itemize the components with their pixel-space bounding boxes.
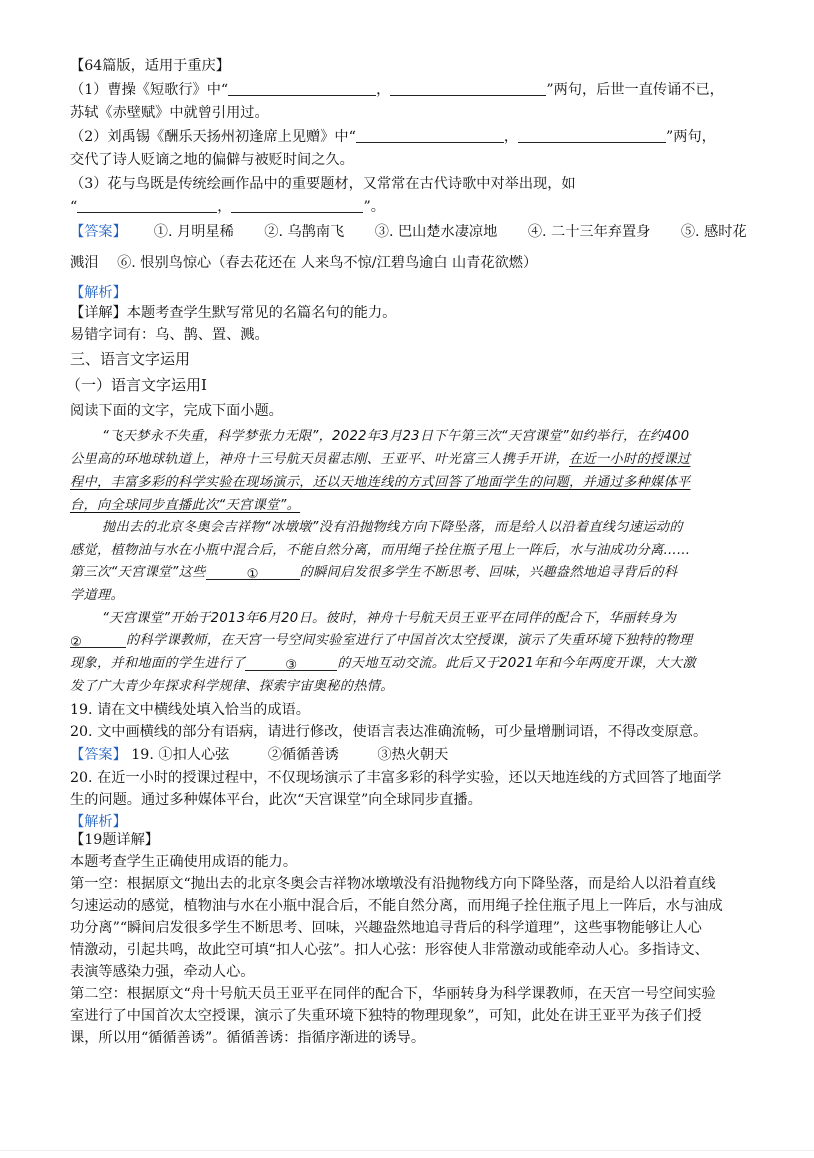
answer-line-2: 溅泪 ⑥. 恨别鸟惊心（春去花还在 人来鸟不惊/江碧鸟逾白 山青花欲燃） [70, 255, 538, 271]
passage-p2-line-4: 学道理。 [70, 588, 124, 603]
answer-blank[interactable] [228, 81, 376, 96]
answer-item: ⑤. 感时花 [680, 224, 747, 240]
question-3-line-2: “ ， ”。 [70, 199, 385, 215]
reading-instruction: 阅读下面的文字，完成下面小题。 [70, 403, 283, 419]
passage-p3-line-1: “天宫课堂”开始于2013年6月20日。彼时，神舟十号航天员王亚平在同伴的配合下，华丽转身为 [102, 611, 677, 626]
detail-line: 情激动，引起共鸣，故此空可填“扣人心弦”。扣人心弦：形容使人非常激动或能牵动人心。多指诗文、 [70, 942, 709, 958]
detail-line: 匀速运动的感觉，植物油与水在小瓶中混合后，不能自然分离，而用绳子拴住瓶子甩上一阵后，水与油成 [70, 898, 723, 914]
question-2-line-1: （2）刘禹锡《酬乐天扬州初逢席上见赠》中“ ， ”两句， [70, 129, 716, 145]
answer-item: ②循循善诱 [267, 747, 339, 763]
question-1-line-1: （1）曹操《短歌行》中“ ， ”两句，后世一直传诵不已， [70, 82, 724, 98]
subsection-title: （一）语言文字运用Ⅰ [66, 376, 207, 394]
answer-item: ①. 月明星稀 [153, 224, 234, 240]
passage-p1-line-2: 公里高的环地球轨道上，神舟十三号航天员翟志刚、王亚平、叶光富三人携手开讲，在近一小时的授课过 [70, 452, 691, 467]
detail-line: 课，所以用“循循善诱”。循循善诱：指循序渐进的诱导。 [70, 1030, 426, 1046]
passage-p1-line-4: 台，向全球同步直播此次“天宫课堂”。 [70, 498, 301, 513]
detail-line: 功分离”“瞬间启发很多学生不断思考、回味，兴趣盎然地追寻背后的科学道理”，这些事物能够让人心 [70, 920, 702, 936]
detail-text: 【详解】本题考查学生默写常见的名篇名句的能力。 [70, 305, 397, 321]
passage-p1-line-3: 程中，丰富多彩的科学实验在现场演示，还以天地连线的方式回答了地面学生的问题，并通过多种媒体平 [70, 475, 691, 490]
fill-blank-1[interactable]: ① [206, 565, 300, 580]
answer-item: ②. 乌鹊南飞 [264, 224, 345, 240]
passage-p2-line-2: 感觉，植物油与水在小瓶中混合后，不能自然分离，而用绳子拴住瓶子甩上一阵后，水与油成功分离…… [70, 543, 691, 558]
detail-line: 本题考查学生正确使用成语的能力。 [70, 854, 298, 870]
answer-line-1 [70, 222, 747, 242]
detail-line: 室进行了中国首次太空授课，演示了失重环境下独特的物理现象”，可知，此处在讲王亚平为孩子们授 [70, 1008, 702, 1024]
passage-p3-line-4: 发了广大青少年探求科学规律、探索宇宙奥秘的热情。 [70, 679, 394, 694]
answer-blank[interactable] [231, 198, 363, 213]
passage-p3-line-2: ② 的科学课教师，在天宫一号空间实验室进行了中国首次太空授课，演示了失重环境下独特的物理 [70, 633, 693, 650]
question-20: 20. 文中画横线的部分有语病，请进行修改，使语言表达准确流畅，可少量增删词语，不得改变原意。 [70, 724, 708, 740]
section-title: 三、语言文字运用 [70, 350, 191, 368]
passage-p2-line-3: 第三次“天宫课堂”这些 ① 的瞬间启发很多学生不断思考、回味，兴趣盎然地追寻背后的科 [70, 565, 678, 582]
typo-note: 易错字词有：乌、鹊、置、溅。 [70, 327, 269, 343]
answer-label: 【答案】 [70, 224, 127, 240]
answer-20-line-2: 生的问题。通过多种媒体平台，此次“天宫课堂”向全球同步直播。 [70, 792, 482, 808]
passage-p3-line-3: 现象，并和地面的学生进行了 ③ 的天地互动交流。此后又于2021年和今年两度开课，大大激 [70, 656, 696, 673]
detail-line: 第一空：根据原文“抛出去的北京冬奥会吉祥物冰墩墩没有沿抛物线方向下降坠落，而是给人以沿着直线 [70, 876, 716, 892]
fill-blank-3[interactable]: ③ [245, 656, 337, 671]
question-19: 19. 请在文中横线处填入恰当的成语。 [70, 702, 310, 718]
answer-blank[interactable] [356, 128, 504, 143]
passage-p1-line-1: “飞天梦永不失重，科学梦张力无限”，2022年3月23日下午第三次“天宫课堂”如约举行，在约400 [102, 429, 690, 444]
analysis-label: 【解析】 [70, 285, 127, 301]
fill-blank-2[interactable]: ② [70, 633, 126, 648]
underlined-sentence: 在近一小时的授课过 [569, 452, 691, 467]
page-bottom-divider [0, 1150, 814, 1151]
detail-19-title: 【19题详解】 [70, 832, 159, 848]
detail-line: 表演等感染力强，牵动人心。 [70, 964, 255, 980]
answer-blank[interactable] [518, 128, 666, 143]
passage-p2-line-1: 抛出去的北京冬奥会吉祥物“冰墩墩”没有沿抛物线方向下降坠落，而是给人以沿着直线匀速运动的 [102, 520, 683, 535]
analysis-label: 【解析】 [70, 814, 127, 830]
edition-header: 【64篇版，适用于重庆】 [70, 58, 230, 74]
answer-item: ③热火朝天 [377, 747, 449, 763]
answer-item: ①扣人心弦 [158, 747, 230, 763]
detail-line: 第二空：根据原文“舟十号航天员王亚平在同伴的配合下，华丽转身为科学课教师，在天宫一号空间实验 [70, 986, 716, 1002]
question-3-line-1: （3）花与鸟既是传统绘画作品中的重要题材，又常常在古代诗歌中对举出现，如 [70, 176, 576, 192]
answer-blank[interactable] [77, 198, 217, 213]
question-1-line-2: 苏轼《赤壁赋》中就曾引用过。 [70, 105, 269, 121]
answer-item: ③. 巴山楚水凄凉地 [374, 224, 498, 240]
question-2-line-2: 交代了诗人贬谪之地的偏僻与被贬时间之久。 [70, 152, 354, 168]
answer-item: ④. 二十三年弃置身 [527, 224, 651, 240]
answer-20-line-1: 20. 在近一小时的授课过程中，不仅现场演示了丰富多彩的科学实验，还以天地连线的方式回答了地面学 [70, 770, 722, 786]
answer-blank[interactable] [390, 81, 546, 96]
answer-line-3: 【答案】 19. ①扣人心弦 ②循循善诱 ③热火朝天 [70, 747, 449, 763]
answer-label: 【答案】 [70, 747, 127, 763]
